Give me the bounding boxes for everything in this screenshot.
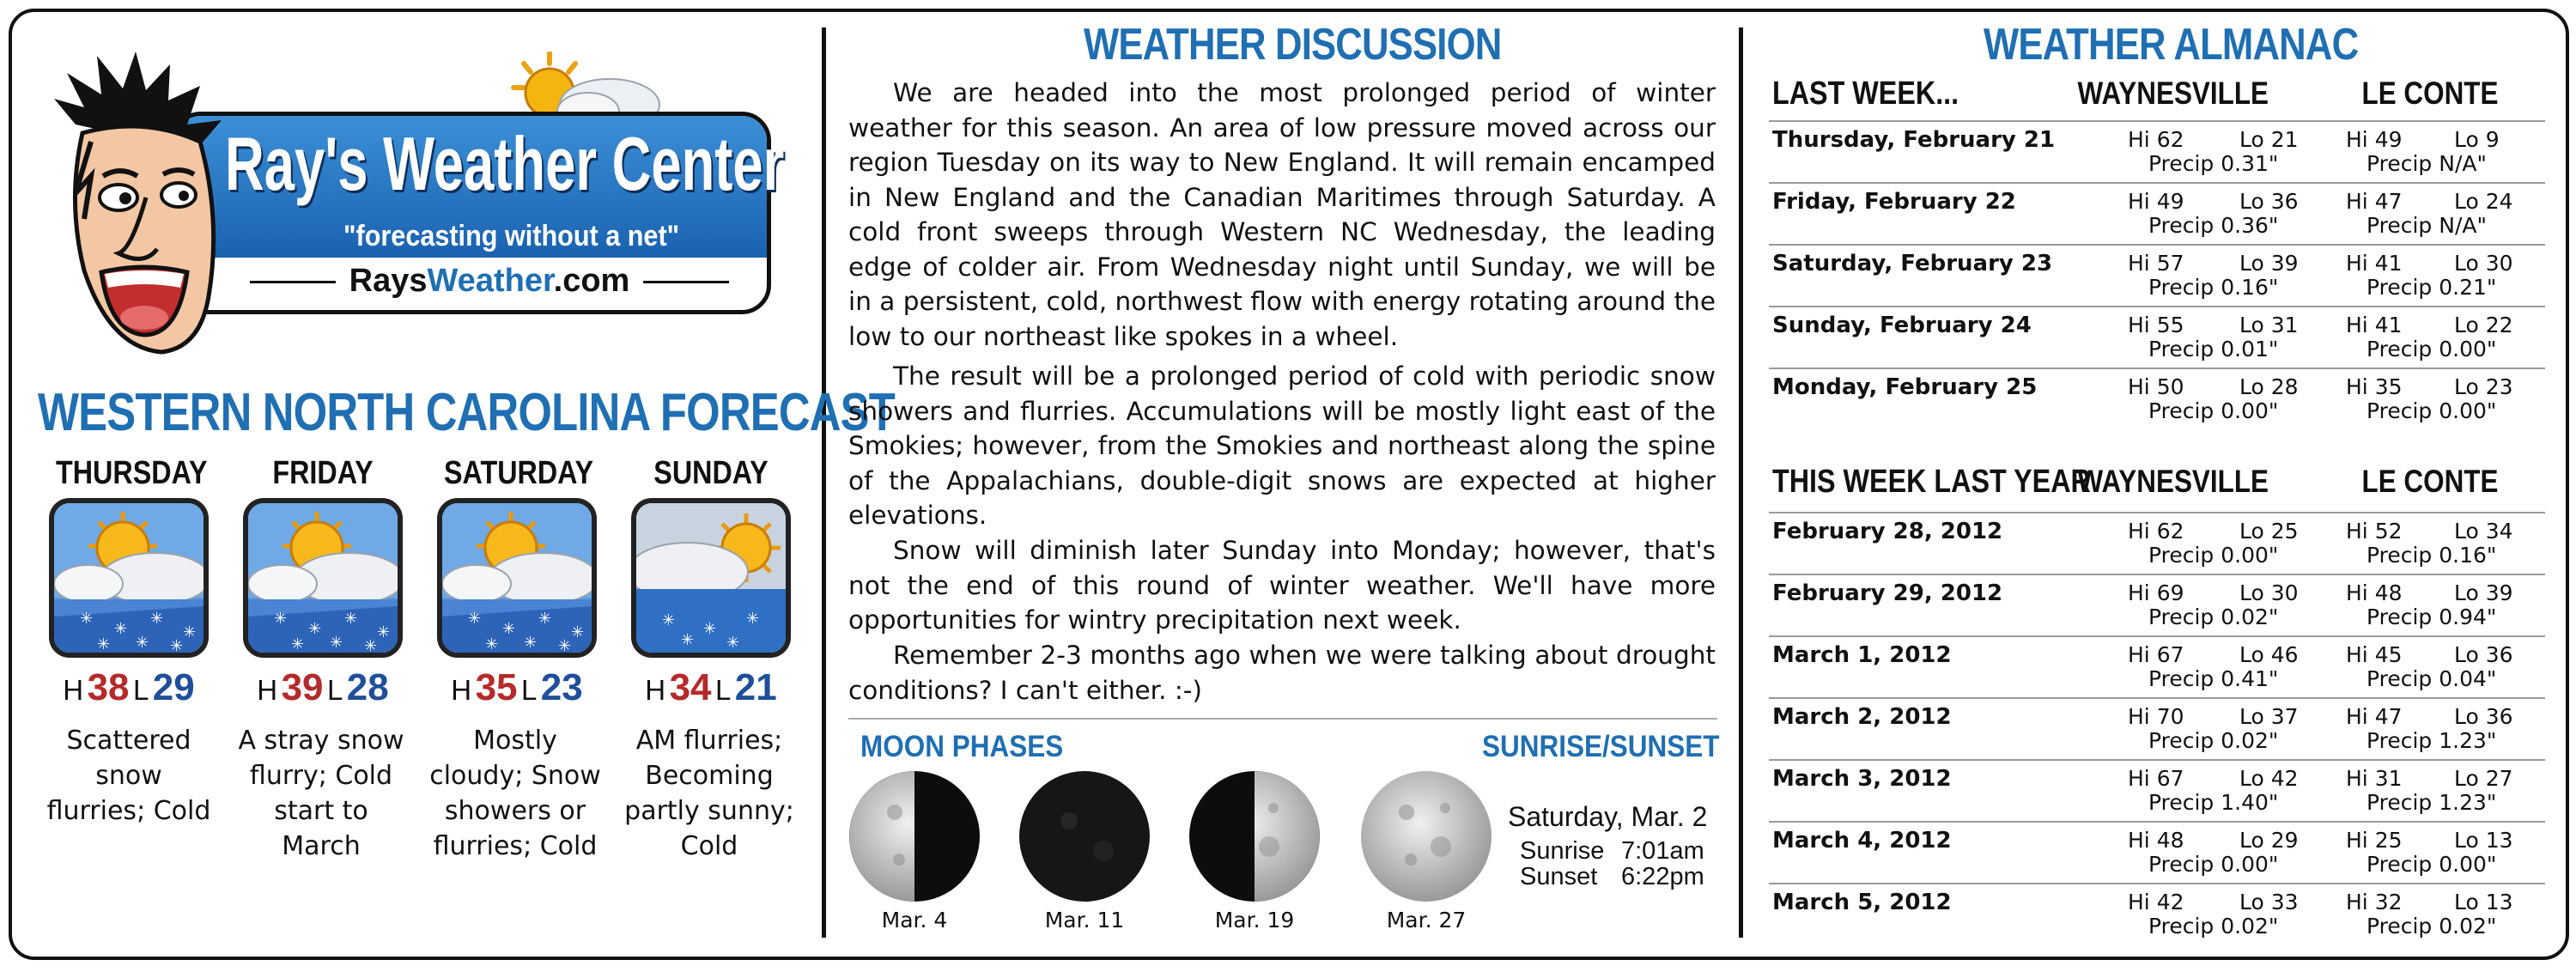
le-conte-high: Hi 45 (2346, 642, 2403, 667)
high-label: H (645, 674, 666, 706)
waynesville-low: Lo 46 (2239, 642, 2299, 667)
le-conte-precip: Precip 0.02" (2366, 914, 2497, 939)
waynesville-precip: Precip 0.00" (2148, 398, 2279, 423)
low-temp: 21 (734, 666, 777, 708)
svg-text:✳: ✳ (344, 610, 358, 628)
waynesville-low: Lo 33 (2239, 890, 2299, 914)
moon-last-quarter-icon (848, 769, 981, 907)
waynesville-low: Lo 39 (2239, 251, 2299, 276)
day-temps (625, 666, 797, 709)
le-conte-precip: Precip 0.16" (2366, 543, 2497, 568)
le-conte-precip: Precip 0.00" (2366, 337, 2497, 361)
le-conte-precip: Precip N/A" (2366, 213, 2487, 238)
almanac-row (1769, 120, 2545, 184)
almanac-date: March 3, 2012 (1772, 766, 1952, 792)
forecast-title: WESTERN NORTH CAROLINA FORECAST (38, 383, 895, 442)
almanac-date: March 2, 2012 (1772, 704, 1952, 730)
le-conte-high: Hi 31 (2346, 766, 2403, 791)
day-name: SATURDAY (444, 455, 594, 491)
almanac-date: Thursday, February 21 (1772, 127, 2056, 153)
logo-url (223, 263, 756, 300)
last-year-title: THIS WEEK LAST YEAR (1772, 464, 2091, 500)
day-temps (43, 666, 215, 709)
high-temp: 38 (87, 666, 130, 708)
logo-url-mid: Weather (427, 263, 554, 299)
svg-text:✳: ✳ (468, 610, 482, 628)
discussion-paragraph-2: The result will be a prolonged period of cold with periodic snow showers and flurries. Accumulations will be mostly light east of the Smokies; however, from the Smokies and northeast along the spine of the Appalachians, double-digit snows are expected at higher elevations. (848, 361, 1716, 530)
high-label: H (451, 674, 472, 706)
svg-text:✳: ✳ (746, 610, 760, 628)
day-name: FRIDAY (272, 455, 374, 491)
svg-text:✳: ✳ (485, 635, 499, 653)
almanac-date: March 1, 2012 (1772, 642, 1952, 668)
le-conte-precip: Precip 0.04" (2366, 666, 2497, 691)
le-conte-low: Lo 13 (2454, 890, 2513, 914)
moon-date: Mar. 19 (1214, 908, 1295, 933)
last-week-title: LAST WEEK... (1772, 76, 1959, 112)
waynesville-precip: Precip 0.31" (2148, 151, 2279, 176)
high-temp: 35 (475, 666, 518, 708)
almanac-row (1769, 512, 2545, 575)
day-description: Scattered snow flurries; Cold (46, 726, 211, 826)
almanac-date: Monday, February 25 (1772, 374, 2038, 400)
logo-url-suffix: .com (553, 263, 630, 299)
waynesville-low: Lo 21 (2239, 127, 2299, 152)
svg-text:✳: ✳ (114, 620, 128, 638)
last-week-col-le-conte: LE CONTE (2361, 76, 2499, 111)
last-year-col-le-conte: LE CONTE (2361, 464, 2499, 499)
le-conte-low: Lo 13 (2454, 828, 2513, 853)
almanac-date: Friday, February 22 (1772, 189, 2016, 215)
le-conte-low: Lo 24 (2454, 189, 2513, 214)
low-label: L (714, 674, 732, 706)
le-conte-high: Hi 35 (2346, 374, 2403, 399)
mascot-face-icon (50, 47, 230, 365)
last-week-col-waynesville: WAYNESVILLE (2077, 76, 2269, 111)
low-temp: 23 (540, 666, 583, 708)
low-label: L (520, 674, 538, 706)
waynesville-precip: Precip 0.36" (2148, 213, 2279, 238)
column-divider-right (1739, 27, 1743, 938)
almanac-row (1769, 635, 2545, 699)
svg-text:✳: ✳ (80, 610, 94, 628)
waynesville-low: Lo 36 (2239, 189, 2299, 214)
moon-phases-title: MOON PHASES (860, 730, 1064, 763)
waynesville-precip: Precip 0.02" (2148, 728, 2279, 753)
moon-new-moon-icon (1018, 769, 1151, 907)
le-conte-low: Lo 36 (2454, 642, 2513, 667)
waynesville-low: Lo 30 (2239, 580, 2299, 605)
le-conte-low: Lo 39 (2454, 580, 2513, 605)
svg-text:✳: ✳ (183, 623, 197, 641)
svg-text:✳: ✳ (558, 637, 572, 653)
waynesville-high: Hi 67 (2128, 766, 2184, 791)
le-conte-low: Lo 9 (2454, 127, 2500, 152)
le-conte-high: Hi 32 (2346, 890, 2403, 914)
waynesville-low: Lo 29 (2239, 828, 2299, 853)
day-description: AM flurries; Becoming partly sunny; Cold (624, 726, 794, 861)
discussion-paragraph-3: Snow will diminish later Sunday into Monday; however, that's not the end of this round of winter weather. We'll have more opportunities for wintry precipitation next week. (848, 536, 1716, 635)
sunset-time: 6:22pm (1621, 863, 1704, 890)
svg-text:✳: ✳ (524, 634, 538, 652)
snow-flurries-icon (243, 498, 403, 658)
svg-text:✳: ✳ (662, 611, 676, 629)
le-conte-low: Lo 34 (2454, 519, 2513, 544)
le-conte-low: Lo 27 (2454, 766, 2513, 791)
moon-section-divider (848, 718, 1717, 720)
moon-full-moon-icon (1359, 769, 1493, 907)
sunset-label: Sunset (1520, 863, 1598, 890)
almanac-date: Sunday, February 24 (1772, 313, 2032, 338)
moon-date: Mar. 4 (881, 908, 948, 933)
almanac-row (1769, 821, 2545, 884)
waynesville-high: Hi 70 (2128, 704, 2184, 729)
svg-text:✳: ✳ (150, 610, 164, 628)
waynesville-precip: Precip 1.40" (2148, 790, 2279, 815)
almanac-row (1769, 368, 2545, 431)
le-conte-low: Lo 23 (2454, 374, 2513, 399)
snow-flurries-icon (437, 498, 597, 658)
high-label: H (257, 674, 278, 706)
almanac-row (1769, 883, 2545, 946)
sun-date: Saturday, Mar. 2 (1508, 801, 1708, 832)
almanac-row (1769, 244, 2545, 307)
discussion-title: WEATHER DISCUSSION (1084, 20, 1502, 70)
discussion-paragraph-4: Remember 2-3 months ago when we were talking about drought conditions? I can't either. :-) (848, 641, 1716, 705)
moon-date: Mar. 11 (1044, 908, 1125, 933)
waynesville-high: Hi 69 (2128, 580, 2184, 605)
le-conte-precip: Precip N/A" (2366, 151, 2487, 176)
svg-text:✳: ✳ (170, 637, 184, 653)
svg-text:✳: ✳ (538, 610, 552, 628)
day-name: THURSDAY (56, 455, 208, 491)
svg-text:✳: ✳ (330, 634, 343, 652)
svg-text:✳: ✳ (726, 634, 740, 652)
column-divider-left (822, 27, 826, 938)
high-temp: 34 (669, 666, 712, 708)
almanac-row (1769, 759, 2545, 823)
waynesville-high: Hi 55 (2128, 313, 2184, 337)
logo-tagline: "forecasting without a net" (343, 220, 680, 252)
almanac-row (1769, 697, 2545, 761)
svg-text:✳: ✳ (97, 635, 111, 653)
le-conte-high: Hi 25 (2346, 828, 2403, 853)
le-conte-precip: Precip 0.00" (2366, 398, 2497, 423)
waynesville-precip: Precip 0.01" (2148, 337, 2279, 361)
day-description: A stray snow flurry; Cold start to March (238, 726, 404, 861)
waynesville-low: Lo 42 (2239, 766, 2299, 791)
low-label: L (326, 674, 343, 706)
almanac-date: Saturday, February 23 (1772, 251, 2053, 276)
le-conte-precip: Precip 1.23" (2366, 790, 2497, 815)
last-year-col-waynesville: WAYNESVILLE (2077, 464, 2269, 499)
logo-title: Ray's Weather Center (225, 121, 785, 206)
le-conte-low: Lo 36 (2454, 704, 2513, 729)
le-conte-low: Lo 22 (2454, 313, 2513, 337)
partly-sunny-snow-icon (631, 498, 791, 658)
waynesville-low: Lo 28 (2239, 374, 2299, 399)
sunrise-time: 7:01am (1621, 837, 1704, 865)
almanac-date: March 4, 2012 (1772, 828, 1952, 854)
le-conte-precip: Precip 0.00" (2366, 852, 2497, 877)
waynesville-precip: Precip 0.41" (2148, 666, 2279, 691)
waynesville-low: Lo 31 (2239, 313, 2299, 337)
almanac-row (1769, 574, 2545, 637)
moon-first-quarter-icon (1188, 769, 1321, 907)
svg-text:✳: ✳ (681, 631, 695, 649)
sunrise-sunset-title: SUNRISE/SUNSET (1482, 730, 1720, 763)
svg-text:✳: ✳ (308, 620, 322, 638)
high-temp: 39 (281, 666, 324, 708)
almanac-title: WEATHER ALMANAC (1984, 20, 2359, 70)
day-temps (237, 666, 409, 709)
waynesville-high: Hi 42 (2128, 890, 2184, 914)
le-conte-high: Hi 49 (2346, 127, 2403, 152)
day-temps (431, 666, 603, 709)
svg-text:✳: ✳ (274, 610, 288, 628)
le-conte-high: Hi 41 (2346, 251, 2403, 276)
waynesville-high: Hi 48 (2128, 828, 2184, 853)
le-conte-precip: Precip 1.23" (2366, 728, 2497, 753)
waynesville-high: Hi 67 (2128, 642, 2184, 667)
svg-text:✳: ✳ (502, 620, 516, 638)
le-conte-high: Hi 47 (2346, 704, 2403, 729)
waynesville-precip: Precip 0.00" (2148, 852, 2279, 877)
waynesville-high: Hi 62 (2128, 127, 2184, 152)
le-conte-precip: Precip 0.94" (2366, 605, 2497, 629)
waynesville-precip: Precip 0.02" (2148, 605, 2279, 629)
svg-text:✳: ✳ (136, 634, 149, 652)
waynesville-precip: Precip 0.16" (2148, 275, 2279, 300)
svg-text:✳: ✳ (571, 623, 585, 641)
day-name: SUNDAY (653, 455, 769, 491)
svg-text:✳: ✳ (703, 620, 717, 638)
waynesville-low: Lo 37 (2239, 704, 2299, 729)
almanac-date: February 29, 2012 (1772, 580, 2003, 606)
almanac-row (1769, 306, 2545, 369)
low-label: L (132, 674, 149, 706)
le-conte-high: Hi 52 (2346, 519, 2403, 544)
day-description: Mostly cloudy; Snow showers or flurries; Cold (429, 726, 601, 861)
high-label: H (63, 674, 84, 706)
almanac-date: February 28, 2012 (1772, 519, 2003, 544)
waynesville-high: Hi 62 (2128, 519, 2184, 544)
logo-url-prefix: Rays (349, 263, 428, 299)
svg-text:✳: ✳ (364, 637, 378, 653)
sunrise-label: Sunrise (1520, 837, 1605, 865)
le-conte-high: Hi 41 (2346, 313, 2403, 337)
almanac-row (1769, 182, 2545, 246)
snow-flurries-icon (49, 498, 209, 658)
svg-text:✳: ✳ (291, 635, 305, 653)
discussion-paragraph-1: We are headed into the most prolonged period of winter weather for this season. An area of low pressure moved across our region Tuesday on its way to New England. It will remain encamped in New England and the Canadian Maritimes through Saturday. A cold front sweeps through Western NC Wednesday, the leading edge of colder air. From Wednesday night until Sunday, we will be in a persistent, cold, northwest flow with energy rotating around the low to our northeast like spokes in a wheel. (848, 78, 1716, 351)
le-conte-precip: Precip 0.21" (2366, 275, 2497, 300)
waynesville-high: Hi 49 (2128, 189, 2184, 214)
low-temp: 29 (152, 666, 195, 708)
le-conte-low: Lo 30 (2454, 251, 2513, 276)
waynesville-high: Hi 57 (2128, 251, 2184, 276)
moon-date: Mar. 27 (1386, 908, 1467, 933)
svg-text:✳: ✳ (377, 623, 391, 641)
waynesville-precip: Precip 0.00" (2148, 543, 2279, 568)
low-temp: 28 (346, 666, 389, 708)
waynesville-high: Hi 50 (2128, 374, 2184, 399)
waynesville-low: Lo 25 (2239, 519, 2299, 544)
le-conte-high: Hi 48 (2346, 580, 2403, 605)
le-conte-high: Hi 47 (2346, 189, 2403, 214)
almanac-date: March 5, 2012 (1772, 890, 1952, 915)
waynesville-precip: Precip 0.02" (2148, 914, 2279, 939)
